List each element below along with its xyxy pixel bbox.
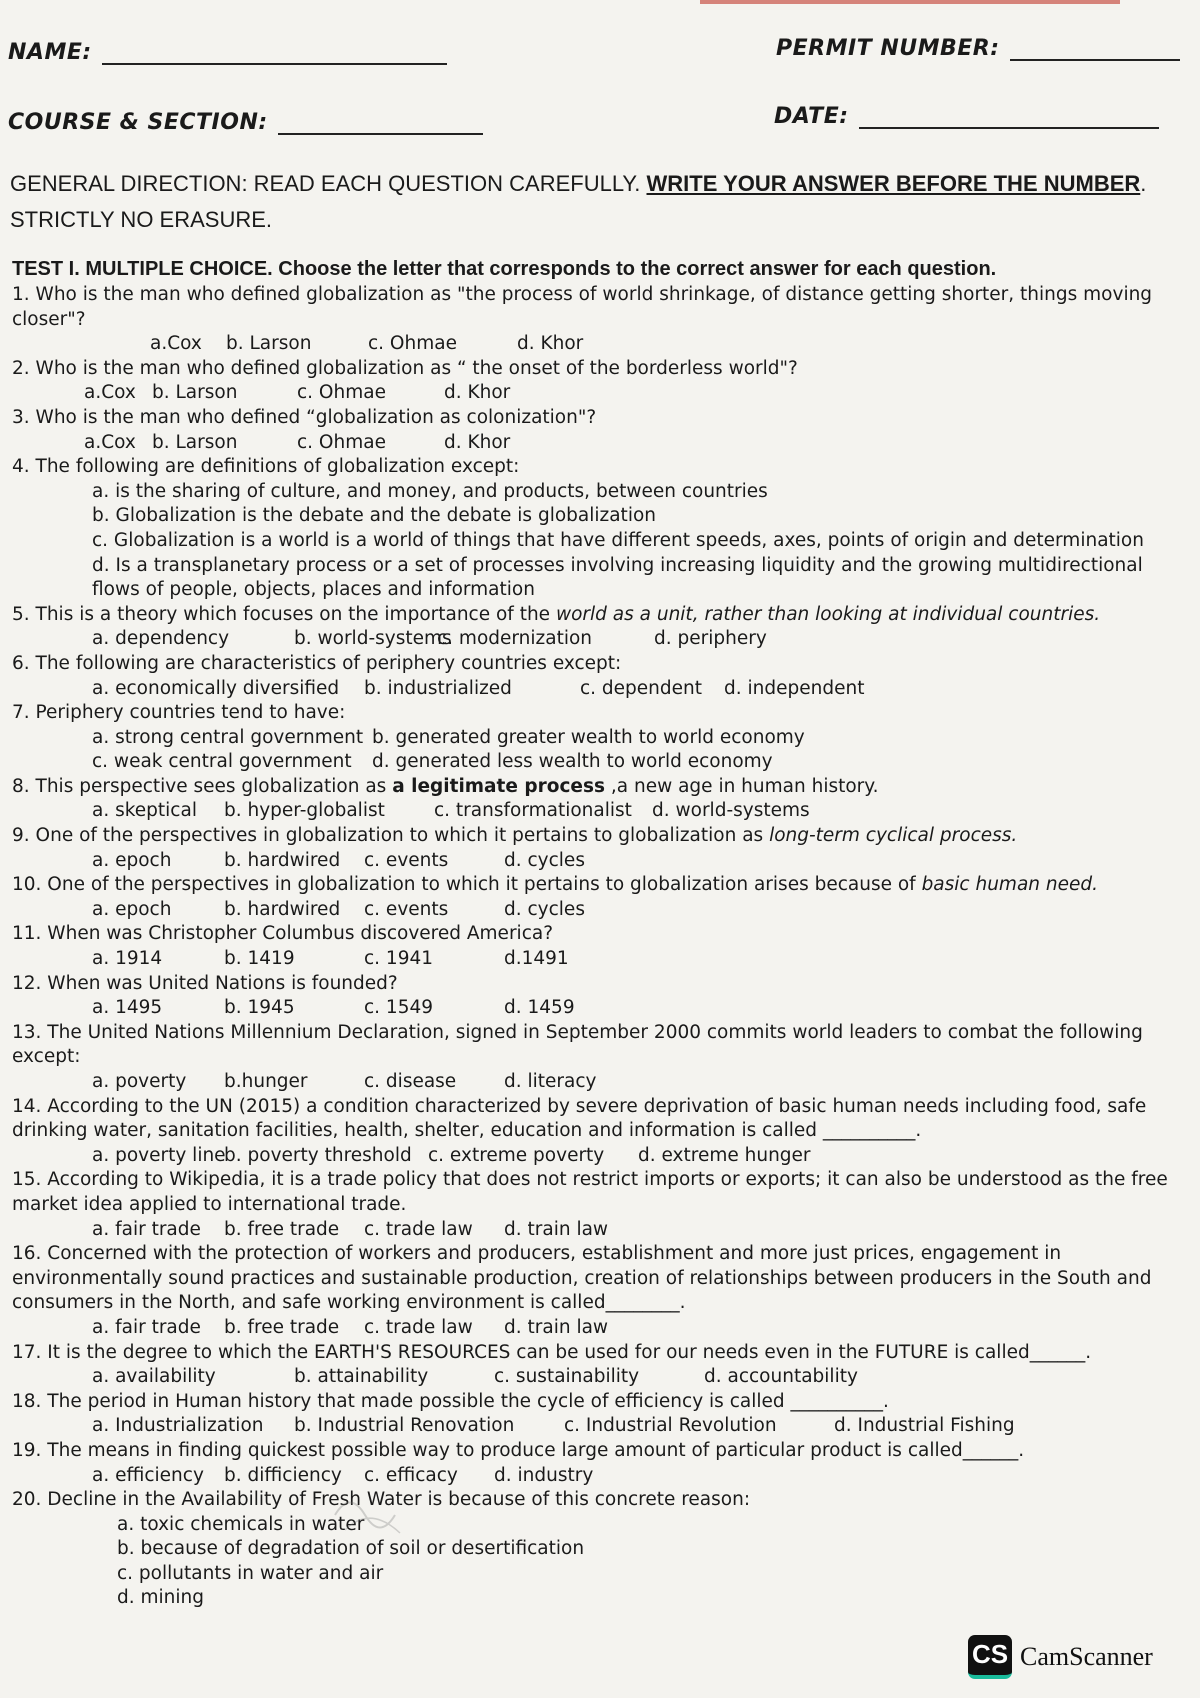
question-stem: 2. Who is the man who defined globalization as “ the onset of the borderless world"?: [12, 357, 798, 379]
general-direction: [10, 166, 1190, 238]
question-stem: 11. When was Christopher Columbus discovered America?: [12, 923, 554, 945]
question-13: [12, 1021, 1198, 1095]
answer-option-c: c. extreme poverty: [428, 1144, 605, 1166]
faint-signature-mark: [330, 1485, 410, 1545]
answer-option-b: b. hyper-globalist: [224, 800, 385, 822]
answer-option-c: c. efficacy: [364, 1464, 458, 1486]
course-section-blank[interactable]: [278, 115, 483, 135]
answer-option: d. generated less wealth to world economy: [372, 751, 773, 773]
answer-option-b: b. hardwired: [224, 849, 341, 871]
course-section-field: [8, 110, 483, 135]
question-18: [12, 1390, 1198, 1439]
question-15: [12, 1168, 1198, 1242]
direction-emphasis: WRITE YOUR ANSWER BEFORE THE NUMBER: [646, 171, 1141, 196]
answer-option-c: c. transformationalist: [434, 800, 632, 822]
option-row: [12, 381, 1198, 406]
option-row: [12, 1316, 1198, 1341]
name-blank[interactable]: [102, 45, 447, 65]
option-row: [12, 799, 1198, 824]
question-stem: [12, 603, 1198, 628]
answer-option-d: d. cycles: [504, 849, 585, 871]
permit-number-blank[interactable]: [1010, 41, 1180, 61]
question-8: [12, 775, 1198, 824]
option-row: [12, 677, 1198, 702]
answer-option-d: d. accountability: [704, 1366, 858, 1388]
question-stem: 15. According to Wikipedia, it is a trade policy that does not restrict imports or exports; it can also be understood as the free market idea applied to international trade.: [12, 1169, 1168, 1215]
answer-option-b: b. free trade: [224, 1218, 340, 1240]
answer-option-b: b.hunger: [224, 1071, 308, 1092]
option-row: [12, 726, 1198, 751]
question-stem: 16. Concerned with the protection of workers and producers, establishment and more just prices, engagement in environmentally sound practices and sustainable production, creation of relationships between producers in the South and consumers in the North, and safe working environment is called________.: [12, 1243, 1152, 1314]
question-stem: 4. The following are definitions of globalization except:: [12, 456, 520, 478]
question-3: [12, 406, 1198, 455]
question-7: [12, 701, 1198, 775]
answer-option-a: a. efficiency: [92, 1464, 204, 1486]
question-12: [12, 972, 1198, 1021]
answer-option-c: c. Ohmae: [297, 431, 386, 453]
question-stem-part: 10. One of the perspectives in globalization to which it pertains to globalization arises because of: [12, 874, 922, 896]
answer-option-a: a. 1495: [92, 997, 163, 1019]
answer-option-d: d. world-systems: [652, 800, 810, 822]
question-5: [12, 603, 1198, 652]
question-stem: 19. The means in finding quickest possible way to produce large amount of particular product is called______.: [12, 1439, 1025, 1461]
answer-option-c: c. disease: [364, 1071, 457, 1092]
question-stem: 20. Decline in the Availability of Fresh Water is because of this concrete reason:: [12, 1489, 751, 1511]
answer-option-c: c. dependent: [580, 677, 703, 699]
option-row: [12, 898, 1198, 923]
answer-option-c: c. events: [364, 849, 449, 871]
camscanner-watermark: [968, 1635, 1153, 1679]
answer-option-d: d. periphery: [654, 628, 767, 650]
question-stem: [12, 824, 1198, 849]
answer-option-c: c. 1549: [364, 997, 434, 1019]
answer-option-a: a. fair trade: [92, 1316, 201, 1338]
answer-option: b. generated greater wealth to world economy: [372, 726, 805, 748]
question-4: [12, 455, 1198, 603]
name-label: NAME:: [8, 40, 92, 65]
option-row: [12, 1464, 1198, 1489]
answer-option-b: b. industrialized: [364, 677, 512, 699]
course-section-label: COURSE & SECTION:: [8, 110, 268, 135]
name-field: [8, 40, 447, 65]
option-row: [12, 332, 1198, 357]
option-list: [12, 1513, 1198, 1611]
answer-option-b: b. Larson: [152, 382, 238, 404]
answer-option-a: a. poverty: [92, 1071, 187, 1092]
option-row: [12, 1414, 1198, 1439]
answer-option-d: d. Khor: [517, 333, 584, 355]
answer-option-b: b. Larson: [226, 333, 312, 355]
question-stem-part: 9. One of the perspectives in globalization to which it pertains to globalization as: [12, 825, 770, 847]
option-row: [12, 1070, 1198, 1095]
question-stem: [12, 775, 1198, 800]
question-list: [12, 283, 1198, 1611]
test-title: TEST I. MULTIPLE CHOICE. Choose the letter that corresponds to the correct answer for each question.: [12, 258, 997, 280]
date-field: [774, 104, 1159, 129]
answer-option-c: c. trade law: [364, 1218, 473, 1240]
permit-number-field: [776, 36, 1180, 61]
question-9: [12, 824, 1198, 873]
answer-option: b. because of degradation of soil or desertification: [117, 1538, 585, 1560]
answer-option-c: c. events: [364, 898, 449, 920]
answer-option-b: b. free trade: [224, 1316, 340, 1338]
camscanner-name: CamScanner: [1020, 1642, 1153, 1671]
question-6: [12, 652, 1198, 701]
answer-option-d: d.1491: [504, 948, 569, 970]
answer-option-d: d. industry: [494, 1464, 594, 1486]
direction-suffix: . STRICTLY NO ERASURE.: [10, 171, 1147, 232]
answer-option-b: b. world-systems: [294, 628, 452, 650]
option-row: [12, 750, 1198, 775]
answer-option-d: d. independent: [724, 677, 865, 699]
question-stem-part: 5. This is a theory which focuses on the importance of the: [12, 603, 556, 625]
red-edge-mark: [700, 0, 1120, 4]
answer-option-d: d. 1459: [504, 997, 575, 1019]
question-17: [12, 1341, 1198, 1390]
question-stem: 12. When was United Nations is founded?: [12, 972, 398, 994]
answer-option-a: a.Cox: [150, 333, 202, 355]
answer-option-c: c. trade law: [364, 1316, 473, 1338]
answer-option-a: a.Cox: [84, 431, 136, 453]
answer-option: a. is the sharing of culture, and money, and products, between countries: [92, 480, 768, 502]
answer-option-b: b. difficiency: [224, 1464, 342, 1486]
option-row: [12, 996, 1198, 1021]
question-2: [12, 357, 1198, 406]
question-stem: 14. According to the UN (2015) a condition characterized by severe deprivation of basic human needs including food, safe drinking water, sanitation facilities, health, shelter, education and information is called __________.: [12, 1095, 1147, 1142]
answer-option-d: d. Khor: [444, 382, 511, 404]
question-stem: 3. Who is the man who defined “globalization as colonization"?: [12, 406, 597, 428]
question-stem-emphasis: a legitimate process: [392, 775, 605, 797]
question-20: [12, 1488, 1198, 1611]
answer-option-a: a. epoch: [92, 849, 172, 871]
question-stem: 7. Periphery countries tend to have:: [12, 702, 346, 724]
option-row: [12, 1144, 1198, 1169]
question-stem: 17. It is the degree to which the EARTH'S RESOURCES can be used for our needs even in the FUTURE is called______.: [12, 1341, 1092, 1363]
date-blank[interactable]: [859, 109, 1159, 129]
option-row: [12, 1218, 1198, 1243]
question-stem: [12, 873, 1198, 898]
option-list: [12, 480, 1198, 603]
question-19: [12, 1439, 1198, 1488]
question-1: [12, 283, 1198, 357]
answer-option-a: a. Industrialization: [92, 1415, 264, 1437]
answer-option-b: b. Industrial Renovation: [294, 1415, 515, 1437]
answer-option-c: c. modernization: [437, 628, 593, 650]
answer-option-b: b. hardwired: [224, 898, 341, 920]
answer-option: d. Is a transplanetary process or a set of processes involving increasing liquidity and the growing multidirectional: [92, 554, 1143, 576]
answer-option-d: d. train law: [504, 1316, 609, 1338]
option-row: [12, 849, 1198, 874]
answer-option-a: a. availability: [92, 1366, 216, 1388]
answer-option-a: a. fair trade: [92, 1218, 201, 1240]
question-stem: 1. Who is the man who defined globalization as "the process of world shrinkage, of distance getting shorter, things moving closer"?: [12, 284, 1153, 330]
answer-option-b: b. Larson: [152, 431, 238, 453]
question-stem-italic: world as a unit, rather than looking at individual countries.: [555, 603, 1101, 625]
answer-option: c. pollutants in water and air: [117, 1562, 384, 1584]
answer-option-d: d. extreme hunger: [638, 1144, 811, 1166]
permit-number-label: PERMIT NUMBER:: [776, 36, 1000, 61]
direction-text: GENERAL DIRECTION: READ EACH QUESTION CAREFULLY.: [10, 171, 647, 196]
answer-option: c. weak central government: [92, 751, 352, 773]
answer-option-c: c. Ohmae: [297, 382, 386, 404]
question-stem-part: 8. This perspective sees globalization as: [12, 775, 393, 797]
answer-option-c: c. Industrial Revolution: [564, 1415, 777, 1437]
question-stem-italic: basic human need.: [921, 874, 1098, 896]
camscanner-logo-icon: CS: [968, 1635, 1012, 1679]
answer-option-a: a. epoch: [92, 898, 172, 920]
answer-option-b: b. poverty threshold: [224, 1144, 412, 1166]
answer-option: d. mining: [117, 1587, 204, 1609]
answer-option-a: a. economically diversified: [92, 677, 340, 699]
option-row: [12, 1365, 1198, 1390]
date-label: DATE:: [774, 104, 849, 129]
answer-option-b: b. 1419: [224, 948, 295, 970]
answer-option-c: c. sustainability: [494, 1366, 640, 1388]
answer-option-c: c. Ohmae: [368, 333, 457, 355]
answer-option-a: a. dependency: [92, 628, 230, 650]
option-row: [12, 947, 1198, 972]
answer-option: a. strong central government: [92, 726, 364, 748]
answer-option-d: d. Industrial Fishing: [834, 1415, 1015, 1437]
answer-option: b. Globalization is the debate and the debate is globalization: [92, 505, 656, 527]
answer-option: flows of people, objects, places and information: [92, 579, 535, 601]
answer-option-d: d. literacy: [504, 1071, 597, 1092]
question-16: [12, 1242, 1198, 1340]
question-14: [12, 1095, 1198, 1169]
answer-option-a: a.Cox: [84, 382, 136, 404]
answer-option-d: d. Khor: [444, 431, 511, 453]
answer-option-d: d. train law: [504, 1218, 609, 1240]
question-11: [12, 922, 1198, 971]
question-stem: 6. The following are characteristics of periphery countries except:: [12, 652, 622, 674]
answer-option: c. Globalization is a world is a world of things that have different speeds, axes, points of origin and determination: [92, 529, 1144, 551]
question-10: [12, 873, 1198, 922]
question-stem: 13. The United Nations Millennium Declaration, signed in September 2000 commits world leaders to combat the following except:: [12, 1021, 1143, 1068]
answer-option-a: a. 1914: [92, 948, 163, 970]
answer-option-d: d. cycles: [504, 898, 585, 920]
answer-option-a: a. skeptical: [92, 800, 197, 822]
answer-option-c: c. 1941: [364, 948, 434, 970]
question-stem-part: ,a new age in human history.: [605, 775, 879, 797]
answer-option-b: b. attainability: [294, 1366, 429, 1388]
answer-option-b: b. 1945: [224, 997, 295, 1019]
answer-option-a: a. poverty line: [92, 1144, 226, 1166]
answer-option: a. toxic chemicals in water: [117, 1513, 365, 1535]
option-row: [12, 627, 1198, 652]
question-stem-italic: long-term cyclical process.: [769, 825, 1018, 847]
option-row: [12, 431, 1198, 456]
question-stem: 18. The period in Human history that made possible the cycle of efficiency is called __________.: [12, 1390, 889, 1412]
